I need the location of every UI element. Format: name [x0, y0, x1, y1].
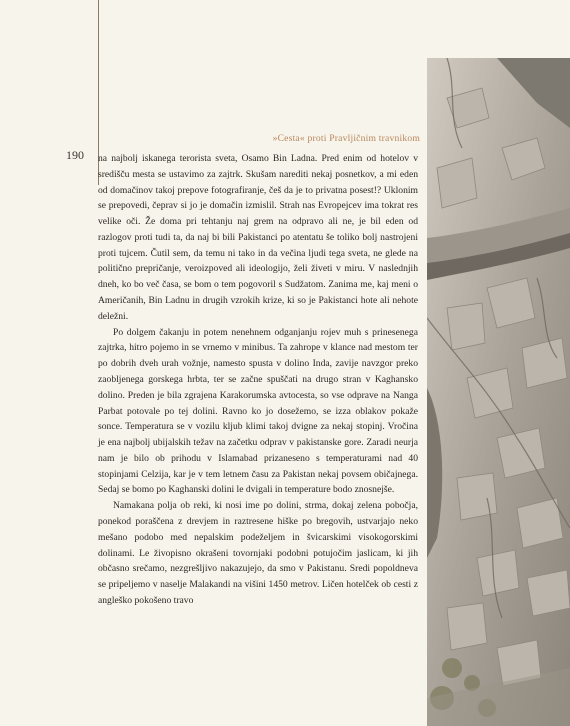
body-text — [98, 151, 418, 609]
paragraph: na najbolj iskanega terorista sveta, Osamo Bin Ladna. Pred enim od hotelov v središču mesta se ustavimo za zajtrk. Skušam narediti nekaj posnetkov, a mi eden od domačinov takoj prepove fotografiranje, češ da je to privatna posest!? Uklonim se prepovedi, čeprav si jo je domačin izmislil. Strah nas Evropejcev ima tokrat res velike oči. Že doma pri tehtanju naj grem na odpravo ali ne, je bil eden od razlogov proti tudi ta, da naj bi bili Pakistanci po atentatu še toliko bolj nastrojeni proti tujcem. Čutil sem, da temu ni tako in da večina ljudi tega sveta, ne glede na politično prepričanje, veroizpoved ali ideologijo, želi živeti v miru. V naslednjih dneh, ko bo več časa, se bom o tem pogovoril s Sudžatom. Zanima me, kaj meni o Američanih, Bin Ladnu in drugih vzrokih krize, ki so je Pakistanci hote ali nehote deležni. — [98, 153, 418, 322]
page-number: 190 — [66, 148, 84, 162]
paragraph: Po dolgem čakanju in potem nenehnem odganjanju rojev muh s prinesenega zajtrka, hitro pojemo in se vrnemo v minibus. Ta zahrope v klance nad mestom ter po dobrih dveh urah vožnje, namesto spusta v dolino Inda, zavije navzgor preko zaobljenega gorskega hrbta, ter se začne spuščati na drugo stran v Kaghansko dolino. Preden je bila zgrajena Karakorumska avtocesta, so vse odprave na Nanga Parbat potovale po tej dolini. Ravno ko jo dosežemo, se izza oblakov pokaže sonce. Temperatura se v vozilu kljub klimi takoj dvigne za nekaj stopinj. Vročina je ena najbolj ubijalskih težav na začetku odprav v pakistanske gore. Zaradi neurja nam je bilo ob prihodu v Islamabad prizaneseno s temperaturami nad 40 stopinjami Celzija, kar je v tem letnem času za Pakistan nekaj povsem običajnega. Sedaj se bomo po Kaghanski dolini le dvigali in temperature bodo znosnejše. — [98, 326, 418, 496]
photo-illustration — [427, 58, 570, 726]
rocky-mountain-road-photo — [427, 58, 570, 726]
paragraph: Namakana polja ob reki, ki nosi ime po dolini, strma, dokaj zelena pobočja, ponekod poraščena z drevjem in raztresene hiške po bregovih, ustvarjajo neko mešano podobo med nepalskim podeželjem in švicarskimi visokogorskimi dolinami. Le živopisno okrašeni tovornjaki podobni potujočim jaslicam, ki jih občasno srečamo, nezgrešljivo nakazujejo, da smo v Pakistanu. Sredi popoldneva se pripeljemo v naselje Malakandi na višini 1450 metrov. Ličen hotelček ob cesti z angleško pokošeno travo — [98, 500, 418, 606]
running-head: »Cesta« proti Pravljičnim travnikom — [272, 133, 420, 144]
